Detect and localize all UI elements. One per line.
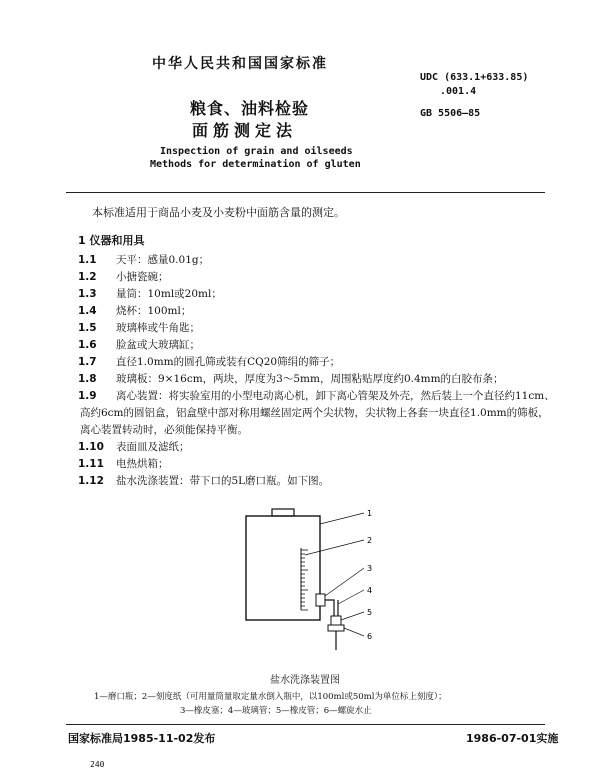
screw-clamp (328, 625, 344, 631)
diagram-label-5: 5 (367, 608, 373, 617)
gb-number: GB 5506—85 (420, 108, 481, 119)
list-item: 1.9 离心装置：将实验室用的小型电动离心机，卸下离心管架及外壳，然后装上一个直径约11cm、 (78, 390, 555, 402)
english-title-line-1: Inspection of grain and oilseeds (160, 146, 353, 157)
diagram-label-3: 3 (367, 564, 373, 573)
leader-line-6 (344, 628, 364, 636)
leader-line-1 (320, 513, 364, 524)
glass-tube (325, 600, 334, 616)
diagram-label-2: 2 (367, 536, 373, 545)
rubber-stopper (316, 594, 325, 606)
issue-date: 国家标准局1985-11-02发布 (68, 732, 216, 745)
list-item: 1.10 表面皿及滤纸； (78, 441, 190, 453)
bottle-neck (272, 509, 294, 516)
list-item: 1.4 烧杯：100ml； (78, 305, 192, 317)
udc-code-line-1: UDC (633.1+633.85) (420, 72, 529, 83)
figure-legend-line-2: 3—橡皮塞；4—玻璃管；5—橡皮管；6—螺旋水止 (180, 706, 372, 716)
udc-code-line-2: .001.4 (440, 86, 477, 97)
leader-line-4 (338, 590, 364, 604)
list-item: 1.1 天平：感量0.01g； (78, 254, 210, 266)
title-line-1: 粮食、油料检验 (190, 99, 310, 118)
list-item: 1.11 电热烘箱； (78, 458, 169, 470)
diagram-label-4: 4 (367, 586, 373, 595)
scale-ticks (301, 550, 308, 610)
section-1-heading: 1 仪器和用具 (78, 234, 145, 247)
list-item: 1.3 量筒：10ml或20ml； (78, 288, 222, 300)
list-item: 1.6 脸盆或大玻璃缸； (78, 339, 200, 351)
national-standard-heading: 中华人民共和国国家标准 (152, 56, 328, 72)
intro-paragraph: 本标准适用于商品小麦及小麦粉中面筋含量的测定。 (92, 206, 345, 219)
leader-line-3 (325, 568, 364, 596)
diagram-label-1: 1 (367, 509, 373, 518)
leader-line-5 (341, 612, 364, 620)
rubber-hose (331, 616, 341, 625)
list-item: 1.8 玻璃板：9×16cm，两块，厚度为3～5mm，周围粘贴厚度约0.4mm的白胶布条； (78, 373, 504, 385)
figure-caption: 盐水洗涤装置图 (270, 675, 340, 686)
footer-divider (66, 724, 545, 725)
title-line-2: 面筋测定法 (192, 121, 298, 140)
list-item: 1.5 玻璃棒或牛角匙； (78, 322, 200, 334)
list-item: 1.2 小搪瓷碗； (78, 271, 169, 283)
list-item: 1.12 盐水洗涤装置：带下口的5L磨口瓶。如下图。 (78, 475, 330, 487)
ground-bottle (246, 516, 320, 620)
list-item: 1.7 直径1.0mm的圆孔筛或装有CQ20筛绢的筛子； (78, 356, 341, 368)
list-item-continuation: 离心装置转动时，必须能保持平衡。 (80, 424, 248, 436)
effective-date: 1986-07-01实施 (466, 732, 559, 745)
diagram-label-6: 6 (367, 632, 373, 641)
english-title-line-2: Methods for determination of gluten (150, 159, 361, 170)
page-number: 240 (90, 760, 105, 769)
figure-legend-line-1: 1—磨口瓶；2—刻度纸（可用量筒量取定量水倒入瓶中，以100ml或50ml为单位标上刻度）； (94, 692, 447, 702)
list-item-continuation: 高约6cm的圆铝盒，铝盒壁中部对称用螺丝固定两个尖状物，尖状物上各套一块直径1.0mm的筛板， (80, 407, 549, 419)
leader-line-2 (305, 540, 364, 555)
